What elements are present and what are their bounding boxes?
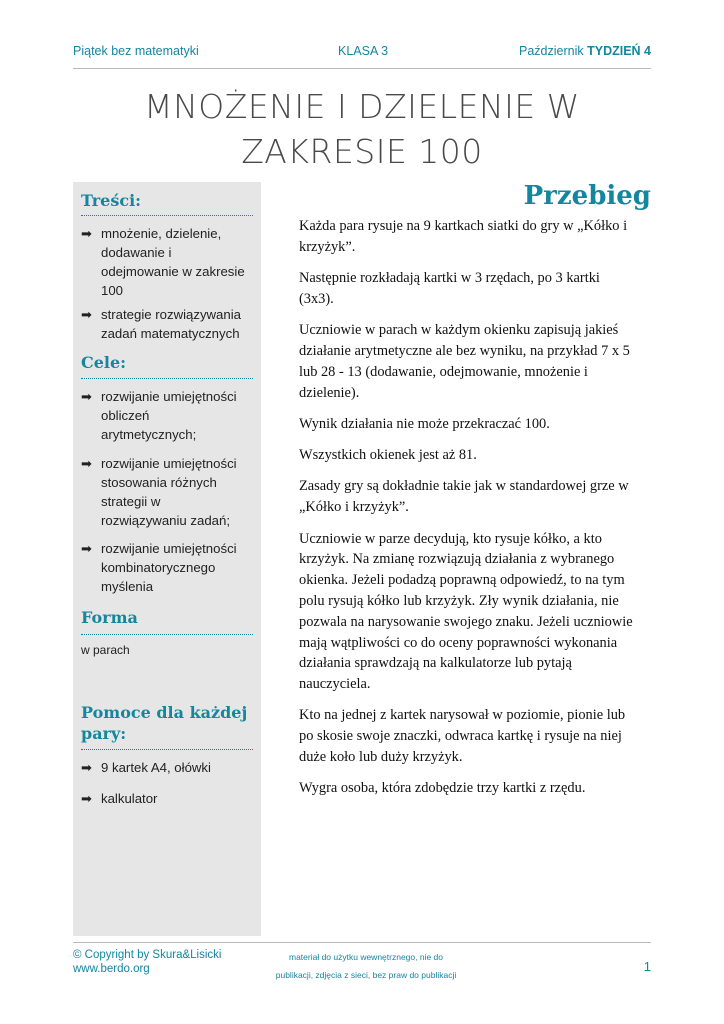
cele-divider (81, 378, 253, 379)
paragraph: Zasady gry są dokładnie takie jak w standardowej grze w „Kółko i krzyżyk”. (299, 478, 629, 516)
footer-copyright (73, 948, 221, 976)
footer-divider (73, 942, 651, 943)
title-line-1: MNOŻENIE I DZIELENIE W (144, 87, 580, 126)
header-divider (73, 68, 651, 69)
copyright-text: © Copyright by Skura&Lisicki (73, 949, 222, 961)
header-month: Październik (518, 44, 584, 58)
page-number: 1 (643, 959, 651, 974)
forma-divider (81, 634, 253, 635)
cele-item: ➡ rozwijanie umiejętności obliczeń arytmetycznych; (81, 389, 237, 442)
paragraph: Wygra osoba, która zdobędzie trzy kartki z rzędu. (299, 780, 586, 797)
arrow-icon: ➡ (81, 456, 92, 471)
arrow-icon: ➡ (81, 307, 92, 322)
sidebar (73, 182, 261, 936)
paragraph: Kto na jednej z kartek narysował w poziomie, pionie lub po skosie swoje znaczki, odwraca kartkę i rysuje na niej duże koło lub duży krzyżyk. (299, 707, 626, 766)
forma-text: w parach (81, 643, 130, 657)
arrow-icon: ➡ (81, 760, 92, 775)
website-link[interactable]: www.berdo.org (73, 963, 150, 975)
header-class: KLASA 3 (338, 44, 389, 58)
header-week: TYDZIEŃ 4 (587, 44, 651, 58)
paragraph: Uczniowie w parach w każdym okienku zapisują jakieś działanie arytmetyczne ale bez wyniku, na przykład 7 x 5 lub 28 - 13 (dodawanie, odejmowanie, mnożenie i dzielenie). (299, 322, 630, 401)
paragraph: Wszystkich okienek jest aż 81. (299, 447, 477, 464)
page-title (73, 84, 651, 174)
tresci-divider (81, 215, 253, 216)
page-header (73, 44, 651, 62)
header-date (519, 44, 651, 58)
tresci-item: ➡ strategie rozwiązywania zadań matematycznych (81, 307, 241, 341)
paragraph: Wynik działania nie może przekraczać 100. (299, 415, 550, 432)
przebieg-body (299, 216, 651, 810)
title-line-2: ZAKRESIE 100 (241, 132, 483, 171)
arrow-icon: ➡ (81, 541, 92, 556)
tresci-heading: Treści: (81, 191, 142, 210)
header-subject: Piątek bez matematyki (73, 44, 199, 58)
pomoce-divider (81, 749, 253, 750)
arrow-icon: ➡ (81, 791, 92, 806)
tresci-item: ➡ mnożenie, dzielenie, dodawanie i odejmowanie w zakresie 100 (81, 226, 245, 298)
przebieg-heading: Przebieg (523, 181, 651, 211)
paragraph: Uczniowie w parze decydują, kto rysuje kółko, a kto krzyżyk. Na zmianę rozwiązują działania z wybranego okienka. Jeżeli podadzą poprawną odpowiedź, to na tym polu rysują kółko lub krzyżyk. Zły wynik działania, nie pozwala na narysowanie swojego znaku. Jeżeli uczniowie mają wątpliwości co do oceny poprawności wykonania działania sprawdzają na kalkulatorze lub pytają nauczyciela. (299, 530, 633, 693)
pomoce-item: ➡ 9 kartek A4, ołówki (81, 760, 211, 775)
footer-note: materiał do użytku wewnętrznego, nie do publikacji, zdjęcia z sieci, bez praw do publikacji (275, 952, 457, 980)
cele-item: ➡ rozwijanie umiejętności stosowania różnych strategii w rozwiązywaniu zadań; (81, 456, 237, 528)
pomoce-item: ➡ kalkulator (81, 791, 158, 806)
paragraph: Następnie rozkładają kartki w 3 rzędach, po 3 kartki (3x3). (299, 270, 600, 307)
cele-heading: Cele: (81, 353, 127, 372)
arrow-icon: ➡ (81, 389, 92, 404)
arrow-icon: ➡ (81, 226, 92, 241)
pomoce-heading: Pomoce dla każdej pary: (81, 703, 248, 743)
forma-heading: Forma (81, 608, 138, 627)
cele-item: ➡ rozwijanie umiejętności kombinatorycznego myślenia (81, 541, 237, 594)
paragraph: Każda para rysuje na 9 kartkach siatki do gry w „Kółko i krzyżyk”. (299, 218, 628, 255)
